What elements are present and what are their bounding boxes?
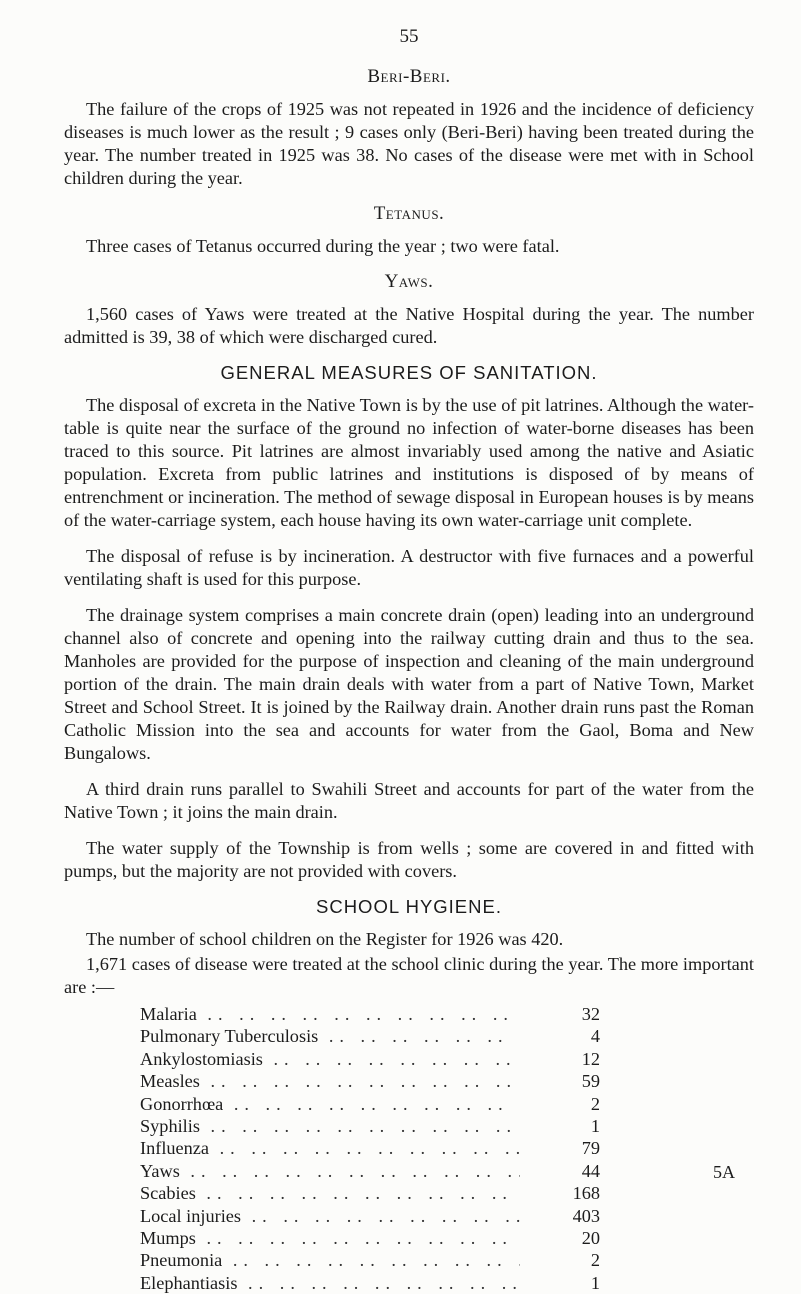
table-row [140, 1227, 600, 1249]
table-row [140, 1003, 600, 1025]
document-page [64, 26, 754, 1294]
disease-count: 1 [590, 1272, 600, 1293]
beri-beri-heading: Beri-Beri. [367, 66, 451, 87]
sanitation-paragraph-5: The water supply of the Township is from wells ; some are covered in and fitted with pumps, but the majority are not provided with covers. [64, 838, 754, 881]
table-row [140, 1182, 600, 1204]
disease-count: 32 [581, 1004, 600, 1024]
yaws-paragraph: 1,560 cases of Yaws were treated at the Native Hospital during the year. The number admitted is 39, 38 of which were discharged cured. [64, 304, 754, 347]
disease-name: Ankylostomiasis .. .. [140, 1048, 520, 1070]
disease-name: Yaws .. .. [140, 1160, 520, 1182]
disease-name: Measles .. .. [140, 1070, 520, 1092]
disease-count: 79 [581, 1138, 600, 1159]
table-row [140, 1070, 600, 1092]
sanitation-paragraph-3: The drainage system comprises a main concrete drain (open) leading into an underground channel also of concrete and opening into the railway cutting drain and thus to the sea. Manholes are provided for the purpose of inspection and cleaning of the main underground portion of the drain. The main drain deals with water from a part of Native Town, Market Street and School Street. It is joined by the Railway drain. Another drain runs past the Roman Catholic Mission into the sea and accounts for water from the Gaol, Boma and New Bungalows. [64, 605, 754, 763]
disease-table [140, 1003, 600, 1294]
table-row [140, 1115, 600, 1137]
disease-name: Malaria .. .. [140, 1003, 520, 1025]
disease-name: Elephantiasis .. .. [140, 1272, 520, 1294]
disease-count: 59 [581, 1071, 600, 1092]
sanitation-heading: GENERAL MEASURES OF SANITATION. [220, 362, 598, 383]
table-row [140, 1272, 600, 1294]
table-row [140, 1137, 600, 1159]
tetanus-paragraph: Three cases of Tetanus occurred during the year ; two were fatal. [86, 236, 560, 256]
table-row [140, 1249, 600, 1271]
disease-name: Influenza .. .. [140, 1137, 520, 1159]
disease-name: Scabies .. .. [140, 1182, 520, 1204]
sanitation-paragraph-4: A third drain runs parallel to Swahili Street and accounts for part of the water from the Native Town ; it joins the main drain. [64, 779, 754, 822]
sanitation-paragraph-2: The disposal of refuse is by incineration. A destructor with five furnaces and a powerful ventilating shaft is used for this purpose. [64, 546, 754, 589]
sanitation-paragraph-1: The disposal of excreta in the Native Town is by the use of pit latrines. Although the water-table is quite near the surface of the ground no infection of water-borne diseases has been traced to this source. Pit latrines are almost invariably used among the native and Asiatic population. Excreta from public latrines and institutions is disposed of by means of entrenchment or incineration. The method of sewage disposal in European houses is by means of the water-carriage system, each house having its own water-carriage unit complete. [64, 395, 754, 530]
beri-beri-paragraph: The failure of the crops of 1925 was not repeated in 1926 and the incidence of deficiency diseases is much lower as the result ; 9 cases only (Beri-Beri) having been treated during the year. The number treated in 1925 was 38. No cases of the disease were met with in School children during the year. [64, 99, 754, 188]
disease-count: 2 [590, 1093, 600, 1114]
table-row [140, 1048, 600, 1070]
disease-count: 403 [572, 1205, 600, 1226]
disease-count: 168 [572, 1183, 600, 1204]
signature-mark: 5A [713, 1162, 735, 1182]
school-hygiene-heading: SCHOOL HYGIENE. [316, 896, 502, 917]
disease-count: 4 [590, 1026, 600, 1047]
table-row [140, 1160, 600, 1182]
disease-count: 44 [581, 1160, 600, 1181]
disease-name: Pneumonia .. .. [140, 1249, 520, 1271]
disease-count: 1 [590, 1116, 600, 1137]
table-row [140, 1025, 600, 1047]
school-register-paragraph: The number of school children on the Register for 1926 was 420. [86, 929, 564, 949]
page-number: 55 [399, 26, 419, 47]
disease-name: Mumps .. .. [140, 1227, 520, 1249]
disease-count: 12 [581, 1048, 600, 1069]
table-row [140, 1205, 600, 1227]
disease-name: Pulmonary Tuberculosis .. .. [140, 1025, 520, 1047]
disease-count: 2 [590, 1250, 600, 1271]
tetanus-heading: Tetanus. [373, 203, 445, 224]
disease-name: Local injuries .. .. [140, 1205, 520, 1227]
disease-name: Syphilis .. .. [140, 1115, 520, 1137]
table-row [140, 1093, 600, 1115]
disease-count: 20 [581, 1228, 600, 1249]
disease-name: Gonorrhœa .. .. [140, 1093, 520, 1115]
yaws-heading: Yaws. [384, 271, 434, 292]
school-clinic-paragraph: 1,671 cases of disease were treated at the school clinic during the year. The more important are :— [64, 954, 754, 997]
